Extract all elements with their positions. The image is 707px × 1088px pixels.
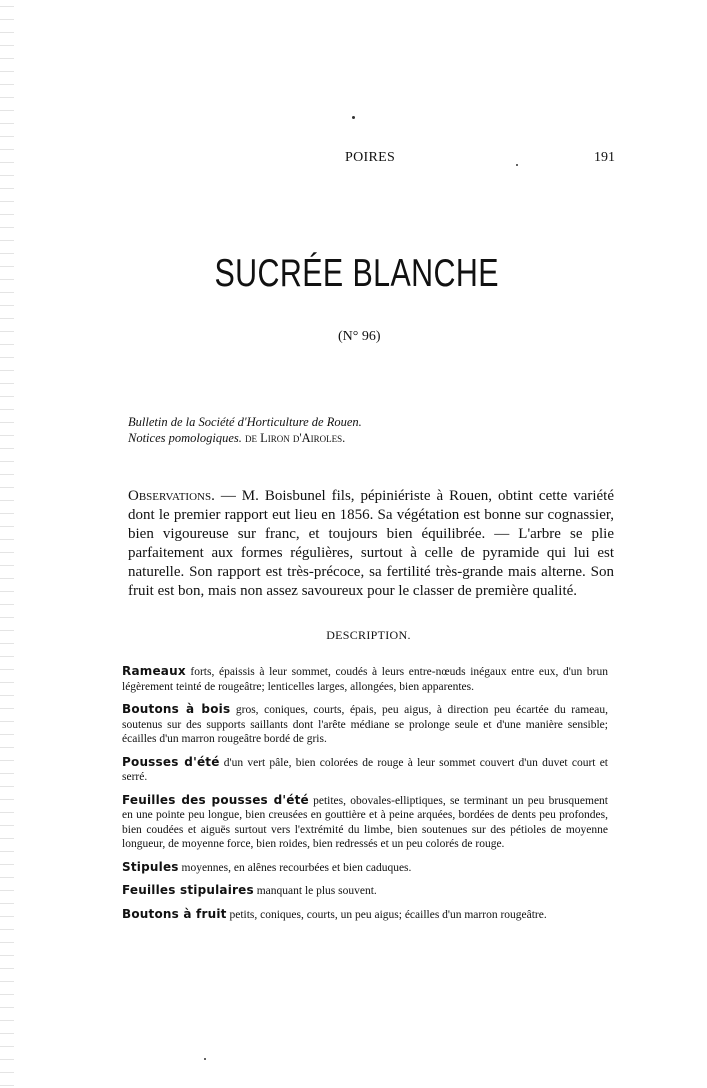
description-item [122, 907, 608, 923]
description-item [122, 755, 608, 785]
description-term: Rameaux [122, 664, 186, 678]
description-item [122, 702, 608, 747]
description-text: forts, épaissis à leur sommet, coudés à leurs entre-nœuds inégaux entre eux, d'un brun légèrement teinté de rougeâtre; lenticelles larges, allongées, bien apparentes. [122, 666, 608, 693]
observations-text: — M. Boisbunel fils, pépiniériste à Rouen, obtint cette variété dont le premier rapport eut lieu en 1856. Sa végétation est bonne sur cognassier, bien vigoureuse sur franc, et toujours bien équilibrée. — L'arbre se plie parfaitement aux formes régulières, surtout à celle de pyramide qui lui est naturelle. Son rapport est très-précoce, sa fertilité très-grande mais alterne. Son fruit est bon, mais non assez savoureux pour le classer de première qualité. [128, 488, 614, 599]
description-text: manquant le plus souvent. [253, 885, 377, 897]
source-notices [128, 430, 362, 446]
description-text: d'un vert pâle, bien colorées de rouge à leur sommet couvert d'un duvet court et serré. [122, 756, 608, 783]
description-item [122, 793, 608, 852]
description-item [122, 664, 608, 694]
observations-paragraph [128, 487, 614, 601]
ink-speck [516, 164, 518, 166]
page-number: 191 [594, 150, 615, 165]
description-text: gros, coniques, courts, épais, peu aigus, à direction peu écartée du rameau, soutenus sur des supports saillants dont l'arête médiane se prolonge seule et d'une manière sensible; écailles d'un marron rougeâtre bordé de gris. [122, 704, 608, 745]
source-author: de Liron d'Airoles. [245, 431, 346, 445]
variety-title: SUCRÉE BLANCHE [214, 252, 499, 296]
description-term: Boutons à bois [122, 702, 231, 716]
source-notices-title: Notices pomologiques. [128, 431, 242, 445]
ink-speck [204, 1058, 206, 1060]
description-term: Pousses d'été [122, 754, 220, 769]
description-term: Stipules [122, 859, 179, 874]
description-term: Boutons à fruit [122, 906, 227, 921]
description-term: Feuilles stipulaires [122, 883, 254, 897]
observations-lead: Observations. [128, 488, 215, 504]
description-item [122, 860, 608, 876]
running-title: POIRES [345, 150, 396, 165]
description-text: petites, obovales-elliptiques, se terminant un peu brusquement en une pointe peu longue, bien creusées en gouttière et à peine arquées, bordées de dents peu profondes, bien coudées et aiguës surtout vers l'extrémité du limbe, bien soutenues sur des pétioles de moyenne longueur, de moyenne force, bien roides, bien redressés et un peu colorés de rouge. [122, 794, 608, 850]
ink-speck [352, 116, 355, 119]
description-text: moyennes, en alênes recourbées et bien caduques. [178, 861, 412, 874]
variety-number: (N° 96) [338, 329, 381, 344]
description-term: Feuilles des pousses d'été [122, 792, 309, 807]
description-item [122, 883, 608, 899]
source-bulletin: Bulletin de la Société d'Horticulture de Rouen. [128, 415, 362, 429]
page-edge-shadow [0, 0, 14, 1088]
description-list [122, 664, 608, 930]
description-text: petits, coniques, courts, un peu aigus; écailles d'un marron rougeâtre. [226, 908, 547, 921]
description-heading: DESCRIPTION. [326, 628, 411, 642]
source-references [128, 414, 362, 446]
